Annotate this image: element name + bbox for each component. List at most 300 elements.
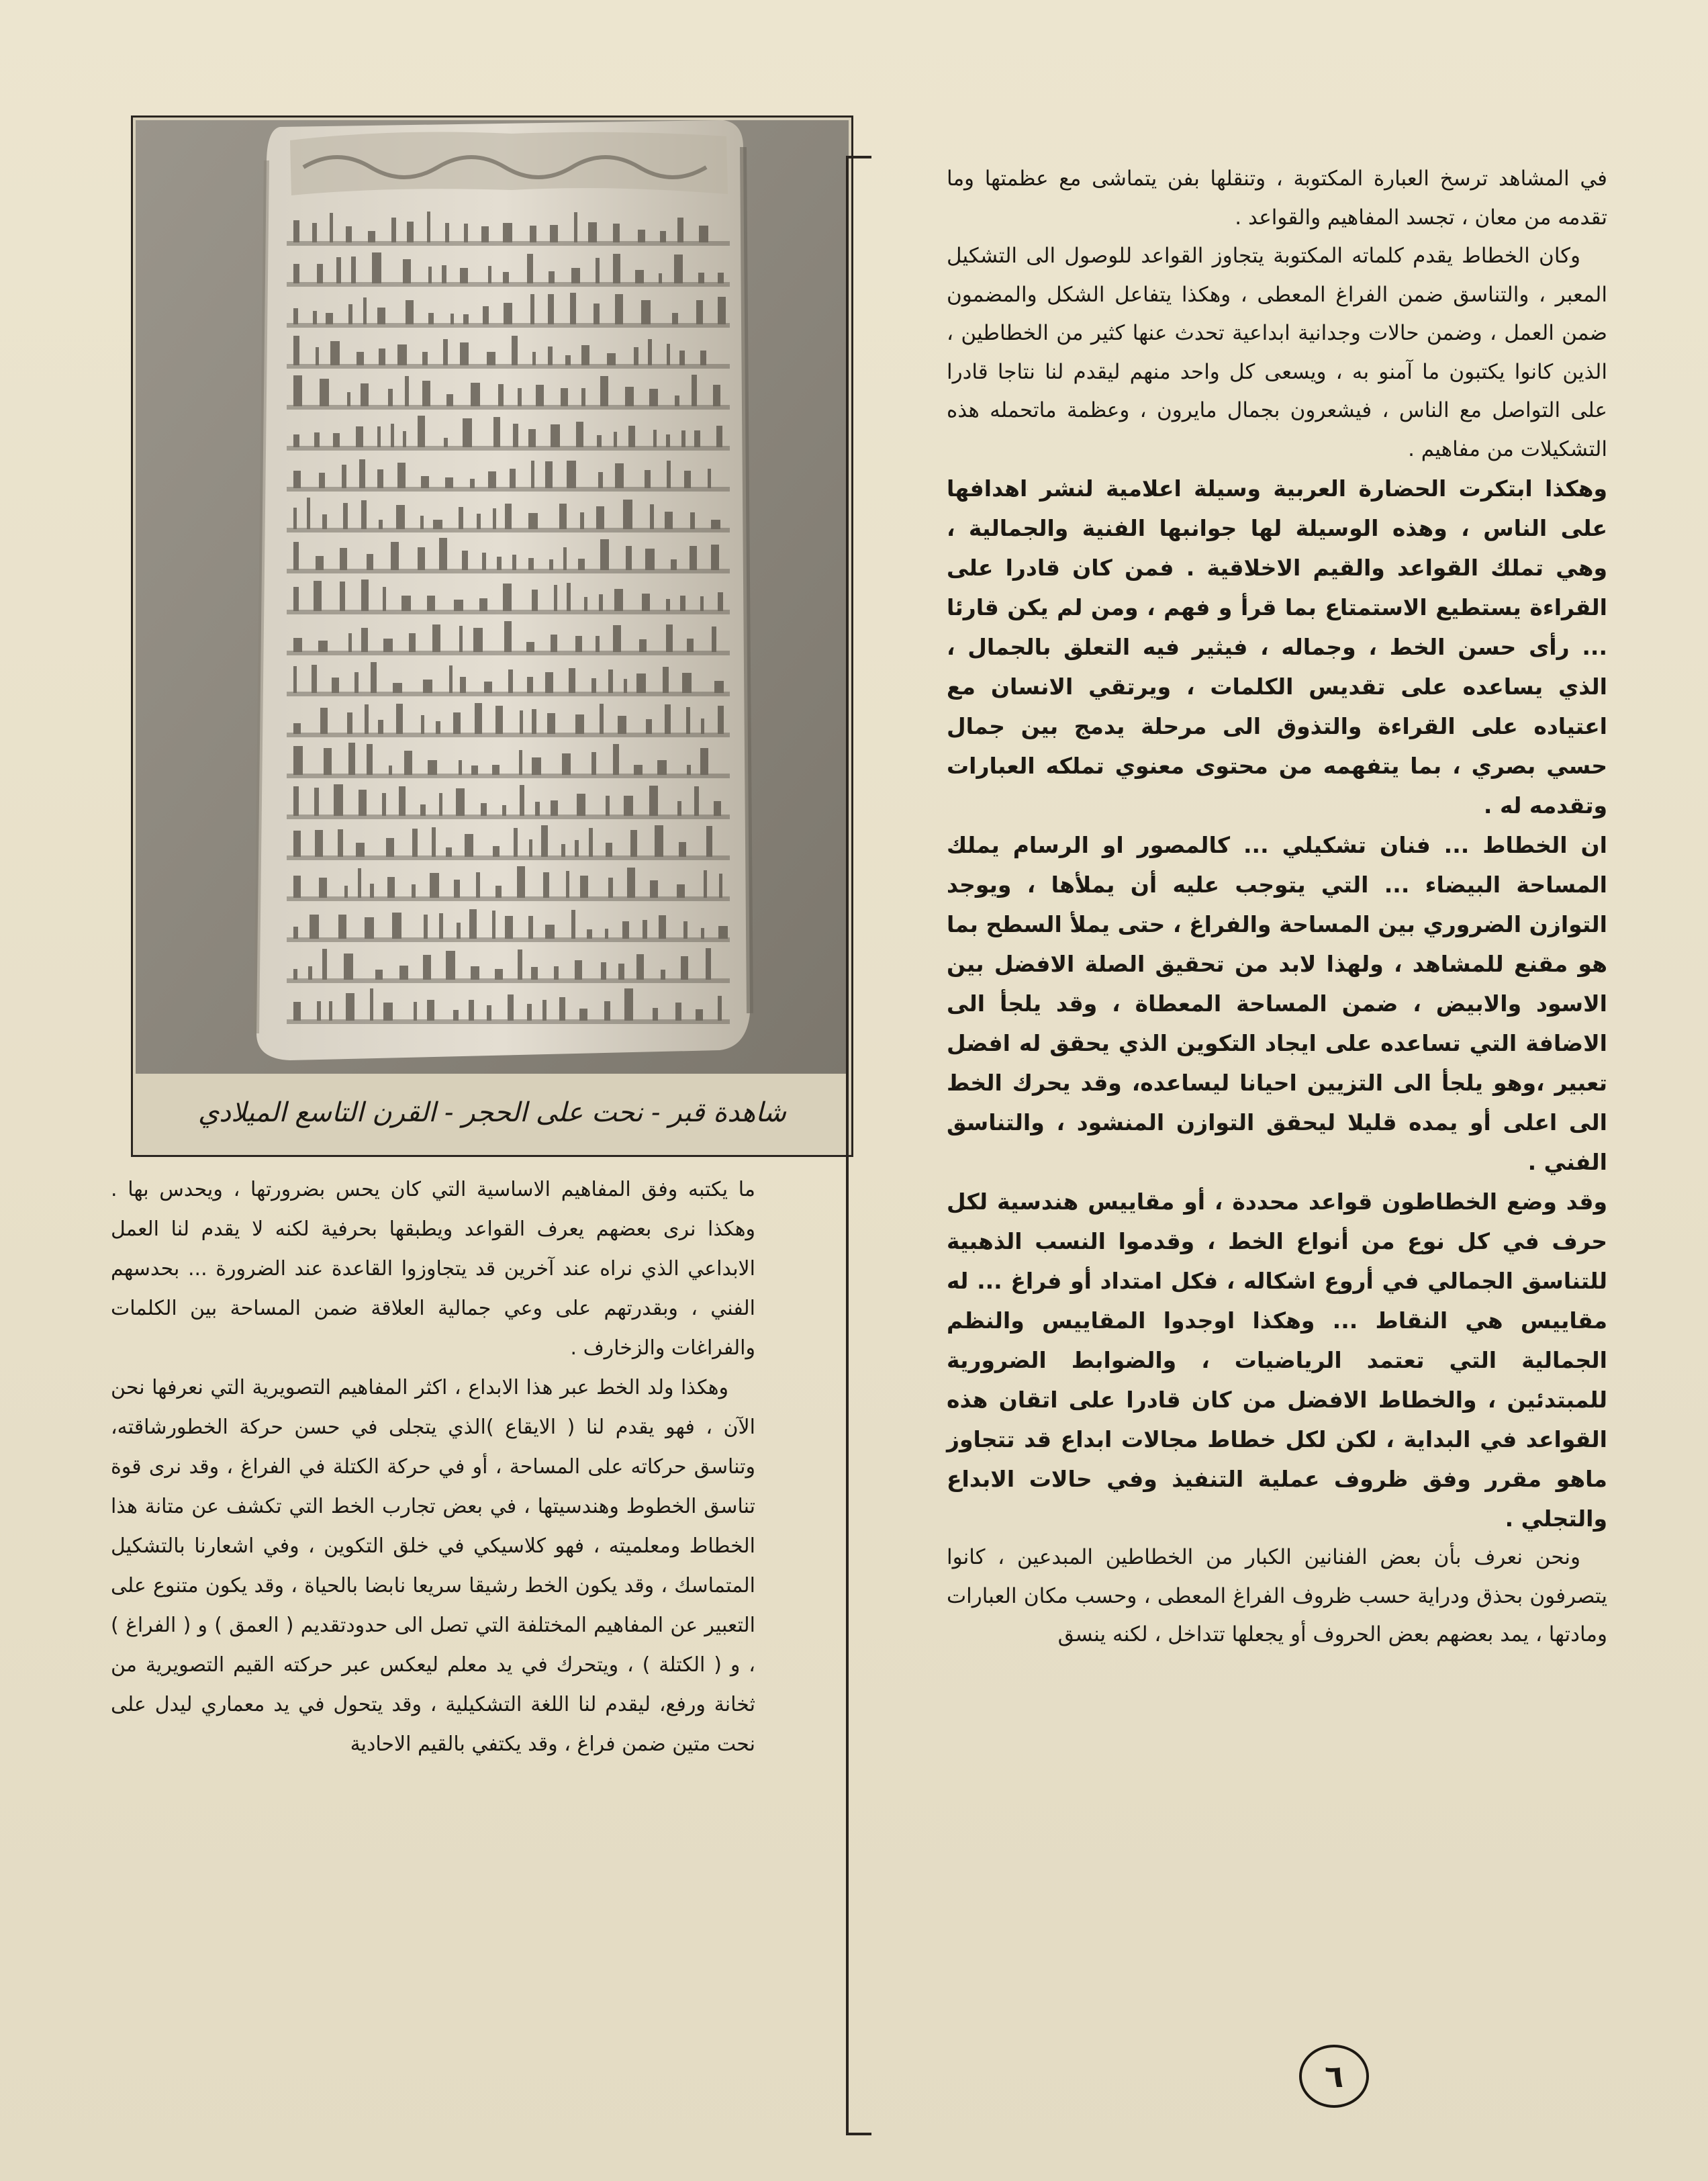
inscription-stroke — [578, 559, 585, 570]
inscription-stroke — [665, 704, 671, 734]
inscription-stroke — [659, 915, 666, 939]
inscription-stroke — [563, 547, 567, 570]
inscription-stroke — [475, 703, 482, 734]
inscription-stroke — [378, 720, 383, 734]
inscription-stroke — [382, 793, 386, 816]
inscription-stroke — [293, 471, 301, 488]
inscription-stroke — [562, 753, 571, 775]
inscription-stroke — [692, 375, 697, 406]
inscription-stroke — [604, 1001, 610, 1021]
inscription-stroke — [704, 870, 707, 898]
inscription-stroke — [667, 344, 670, 365]
inscription-stroke — [554, 966, 559, 980]
inscription-stroke — [488, 471, 496, 488]
inscription-stroke — [504, 621, 512, 652]
inscription-stroke — [383, 1003, 393, 1021]
paragraph: ونحن نعرف بأن بعض الفنانين الكبار من الخطاطين المبدعين ، كانوا يتصرفون بحذق ودراية حسب ظروف الفراغ المعطى ، وحسب مكان العبارات ومادتها ، يمد بعضهم بعض الحروف أو يجعلها تتداخل ، لكنه ينسق — [947, 1545, 1607, 1646]
inscription-stroke — [566, 871, 569, 898]
inscription-stroke — [666, 599, 670, 611]
inscription-stroke — [671, 559, 677, 570]
inscription-stroke — [406, 300, 414, 324]
inscription-stroke — [526, 642, 534, 652]
inscription-stroke — [356, 426, 363, 447]
inscription-stroke — [314, 432, 320, 447]
inscription-stroke — [686, 707, 690, 734]
inscription-stroke — [463, 314, 469, 324]
inscription-stroke — [532, 590, 538, 611]
inscription-stroke — [687, 765, 691, 775]
inscription-stroke — [596, 258, 600, 283]
inscription-stroke — [370, 988, 373, 1021]
inscription-stroke — [359, 790, 367, 816]
inscription-stroke — [682, 673, 692, 693]
inscription-stroke — [642, 594, 650, 611]
inscription-stroke — [293, 264, 299, 283]
inscription-stroke — [520, 710, 523, 734]
inscription-stroke — [615, 463, 624, 488]
inscription-stroke — [718, 297, 726, 324]
inscription-stroke — [550, 225, 558, 242]
inscription-stroke — [317, 1001, 321, 1021]
inscription-stroke — [531, 967, 538, 980]
inscription-stroke — [371, 662, 377, 693]
inscription-stroke — [457, 923, 461, 939]
inscription-stroke — [614, 432, 617, 447]
inscription-stroke — [659, 273, 662, 283]
inscription-stroke — [357, 352, 364, 365]
inscription-stroke — [570, 293, 576, 324]
inscription-stroke — [436, 721, 440, 734]
inscription-stroke — [518, 949, 522, 980]
inscription-stroke — [626, 546, 632, 570]
inscription-baseline — [287, 896, 730, 901]
inscription-stroke — [293, 434, 299, 447]
inscription-stroke — [596, 506, 604, 529]
inscription-stroke — [527, 254, 533, 283]
inscription-stroke — [319, 473, 325, 488]
inscription-stroke — [442, 265, 446, 283]
inscription-stroke — [422, 381, 430, 406]
inscription-stroke — [428, 267, 432, 283]
inscription-stroke — [665, 512, 673, 529]
inscription-stroke — [700, 351, 706, 365]
inscription-stroke — [445, 477, 453, 488]
inscription-stroke — [344, 954, 353, 980]
inscription-stroke — [359, 459, 365, 488]
inscription-stroke — [606, 843, 612, 857]
inscription-stroke — [512, 336, 518, 365]
inscription-stroke — [681, 956, 688, 980]
inscription-stroke — [575, 636, 582, 652]
inscription-stroke — [591, 678, 596, 693]
inscription-stroke — [714, 801, 721, 816]
inscription-stroke — [712, 627, 716, 652]
inscription-stroke — [636, 954, 644, 980]
inscription-stroke — [293, 508, 297, 529]
inscription-stroke — [433, 520, 442, 529]
inscription-stroke — [422, 352, 428, 365]
inscription-stroke — [548, 346, 553, 365]
inscription-stroke — [569, 668, 575, 693]
inscription-stroke — [471, 966, 479, 980]
inscription-stroke — [571, 910, 575, 939]
inscription-stroke — [488, 266, 491, 283]
inscription-stroke — [459, 760, 462, 775]
inscription-stroke — [635, 270, 644, 283]
inscription-stroke — [687, 639, 694, 652]
inscription-stroke — [700, 596, 704, 611]
inscription-stroke — [696, 1009, 703, 1021]
inscription-stroke — [317, 264, 323, 283]
inscription-stroke — [293, 308, 298, 324]
inscription-stroke — [347, 712, 352, 734]
inscription-stroke — [397, 463, 406, 488]
inscription-stroke — [396, 704, 403, 734]
inscription-stroke — [370, 884, 374, 898]
inscription-stroke — [481, 226, 489, 242]
inscription-stroke — [399, 786, 406, 816]
inscription-stroke — [503, 584, 512, 611]
inscription-stroke — [318, 641, 328, 652]
inscription-stroke — [418, 416, 425, 447]
inscription-stroke — [420, 804, 426, 816]
paragraph: وكان الخطاط يقدم كلماته المكتوبة يتجاوز القواعد للوصول الى التشكيل المعبر ، والتناسق ضمن الفراغ المعطى ، وهكذا يتفاعل الشكل والمضمون ضمن العمل ، وضمن حالات وجدانية ابداعية تحدث عنها كثير من الخطاطين ، الذين كانوا يكتبون ما آمنو به ، ويسعى كل واحد منهم ليقدم لنا نتاجا قادرا على التواصل مع الناس ، فيشعرون بجمال مايرون ، وعظمة ماتحمله هذه التشكيلات من مفاهيم . — [947, 244, 1607, 461]
inscription-stroke — [460, 342, 469, 365]
inscription-stroke — [379, 520, 383, 529]
inscription-stroke — [581, 388, 585, 406]
inscription-stroke — [513, 424, 518, 447]
inscription-stroke — [600, 376, 608, 406]
inscription-stroke — [498, 384, 504, 406]
inscription-stroke — [330, 341, 340, 365]
inscription-stroke — [532, 757, 541, 775]
inscription-stroke — [471, 765, 478, 775]
inscription-stroke — [576, 422, 583, 447]
inscription-stroke — [312, 223, 317, 242]
inscription-stroke — [529, 839, 532, 857]
inscription-stroke — [454, 880, 460, 898]
inscription-stroke — [405, 376, 409, 406]
paragraph: وهكذا ابتكرت الحضارة العربية وسيلة اعلامية لنشر اهدافها على الناس ، وهذه الوسيلة لها جوانبها الفنية والجمالية ، وهي تملك القواعد والقيم الاخلاقية . فمن كان قادرا على القراءة يستطيع الاستمتاع بما قرأ و فهم ، ومن لم يكن قارئا ... رأى حسن الخط ، وجماله ، فيثير فيه التعلق بالجمال ، الذي يساعده على تقديس الكلمات ، ويرتقي الانسان مع اعتياده على القراءة والتذوق الى مرحلة يدمج بين جمال حسي بصري ، بما يتفهمه من محتوى معنوي تملكه العبارات وتقدمه له . — [947, 475, 1607, 819]
inscription-stroke — [641, 300, 651, 324]
inscription-stroke — [543, 872, 549, 898]
inscription-stroke — [719, 874, 722, 898]
inscription-stroke — [310, 915, 319, 939]
inscription-stroke — [713, 385, 720, 406]
inscription-stroke — [575, 714, 584, 734]
inscription-stroke — [313, 311, 317, 324]
inscription-stroke — [463, 418, 472, 447]
inscription-stroke — [567, 461, 576, 488]
inscription-stroke — [505, 504, 512, 529]
inscription-stroke — [675, 1003, 681, 1021]
inscription-stroke — [502, 805, 506, 816]
inscription-stroke — [706, 948, 711, 980]
inscription-stroke — [423, 680, 432, 693]
inscription-stroke — [690, 546, 697, 570]
inscription-stroke — [356, 843, 365, 857]
inscription-stroke — [314, 788, 319, 816]
inscription-stroke — [718, 273, 724, 283]
inscription-stroke — [432, 827, 436, 857]
inscription-stroke — [653, 430, 657, 447]
inscription-stroke — [708, 469, 711, 488]
inscription-stroke — [545, 672, 553, 693]
inscription-stroke — [649, 786, 658, 816]
inscription-stroke — [613, 254, 620, 283]
inscription-stroke — [492, 765, 500, 775]
inscription-stroke — [657, 760, 667, 775]
inscription-stroke — [655, 825, 663, 857]
inscription-stroke — [343, 503, 348, 529]
photo-frame — [131, 115, 853, 1157]
inscription-stroke — [476, 872, 480, 898]
inscription-stroke — [645, 549, 655, 570]
inscription-stroke — [701, 718, 704, 734]
inscription-stroke — [428, 313, 434, 324]
inscription-stroke — [293, 587, 299, 611]
inscription-stroke — [530, 294, 534, 324]
inscription-stroke — [630, 830, 637, 857]
inscription-stroke — [681, 430, 685, 447]
inscription-stroke — [418, 547, 425, 570]
inscription-stroke — [532, 352, 536, 365]
inscription-stroke — [456, 788, 465, 816]
inscription-stroke — [432, 624, 440, 652]
inscription-stroke — [638, 230, 645, 242]
inscription-stroke — [518, 388, 522, 406]
inscription-stroke — [577, 794, 585, 816]
inscription-stroke — [551, 424, 560, 447]
inscription-stroke — [622, 921, 629, 939]
inscription-stroke — [520, 785, 524, 816]
inscription-stroke — [293, 638, 302, 652]
inscription-stroke — [551, 800, 558, 816]
inscription-stroke — [606, 796, 610, 816]
inscription-stroke — [554, 585, 557, 611]
inscription-stroke — [618, 964, 624, 980]
paragraph: ان الخطاط ... فنان تشكيلي ... كالمصور او الرسام يملك المساحة البيضاء ... التي يتوجب عليه أن يملأها ، ويوجد التوازن الضروري بين المساحة والفراغ ، حتى يملأ السطح بما هو مقنع للمشاهد ، ولهذا لابد من تحقيق الصلة الافضل بين الاسود والابيض ، ضمن المساحة المعطاة ، وقد يلجأ الى الاضافة التي تساعده على ايجاد التكوين الذي يحقق له افضل تعبير ،وهو يلجأ الى التزيين احيانا ليساعده، وقد يحرك الخط الى اعلى أو يمده قليلا ليحقق التوازن المنشود ، والتناسق الفني . — [947, 832, 1607, 1175]
inscription-stroke — [574, 212, 577, 242]
inscription-stroke — [648, 339, 652, 365]
inscription-stroke — [677, 218, 683, 242]
inscription-stroke — [391, 542, 399, 570]
inscription-stroke — [580, 512, 584, 529]
inscription-stroke — [575, 840, 579, 857]
inscription-stroke — [579, 1009, 587, 1021]
inscription-stroke — [679, 351, 685, 365]
inscription-stroke — [634, 347, 638, 365]
inscription-stroke — [464, 224, 468, 242]
inscription-stroke — [653, 1008, 658, 1021]
inscription-stroke — [482, 553, 486, 570]
inscription-stroke — [469, 1000, 474, 1021]
inscription-stroke — [508, 994, 514, 1021]
inscription-stroke — [307, 498, 310, 529]
inscription-stroke — [320, 379, 329, 406]
inscription-baseline — [287, 446, 730, 451]
inscription-stroke — [718, 996, 722, 1021]
inscription-stroke — [428, 760, 437, 775]
inscription-stroke — [706, 826, 712, 857]
inscription-stroke — [535, 802, 540, 816]
photo-caption: شاهدة قبر - نحت على الحجر - القرن التاسع الميلادي — [198, 1097, 786, 1128]
inscription-stroke — [613, 224, 620, 242]
inscription-stroke — [624, 796, 633, 816]
inscription-stroke — [293, 666, 297, 693]
inscription-stroke — [545, 461, 553, 488]
inscription-stroke — [615, 294, 623, 324]
inscription-stroke — [646, 719, 652, 734]
inscription-stroke — [483, 306, 489, 324]
inscription-stroke — [439, 913, 443, 939]
left-text-column — [111, 1170, 755, 1764]
inscription-stroke — [449, 665, 453, 693]
inscription-stroke — [660, 231, 666, 242]
inscription-stroke — [439, 793, 442, 816]
inscription-stroke — [694, 430, 700, 447]
inscription-stroke — [351, 257, 356, 283]
inscription-stroke — [342, 465, 346, 488]
inscription-stroke — [403, 431, 406, 447]
inscription-stroke — [677, 801, 681, 816]
inscription-stroke — [368, 231, 375, 242]
inscription-stroke — [388, 389, 393, 406]
inscription-stroke — [340, 548, 347, 570]
inscription-stroke — [716, 426, 722, 447]
inscription-stroke — [383, 639, 393, 652]
inscription-stroke — [588, 222, 597, 242]
inscription-stroke — [601, 962, 606, 980]
inscription-stroke — [527, 1004, 532, 1021]
inscription-stroke — [377, 308, 385, 324]
inscription-stroke — [293, 746, 303, 775]
inscription-stroke — [677, 884, 685, 898]
inscription-stroke — [589, 828, 593, 857]
inscription-stroke — [336, 257, 341, 283]
inscription-stroke — [334, 784, 343, 816]
inscription-stroke — [322, 949, 327, 980]
inscription-stroke — [387, 877, 395, 898]
inscription-stroke — [386, 838, 394, 857]
inscription-stroke — [453, 1010, 459, 1021]
inscription-baseline — [287, 733, 730, 737]
inscription-stroke — [421, 715, 424, 734]
inscription-stroke — [528, 916, 533, 939]
inscription-stroke — [608, 669, 613, 693]
inscription-stroke — [694, 786, 699, 816]
inscription-stroke — [363, 297, 367, 324]
inscription-stroke — [497, 557, 502, 570]
inscription-stroke — [684, 471, 691, 488]
inscription-stroke — [547, 713, 555, 734]
inscription-stroke — [680, 596, 685, 611]
inscription-stroke — [599, 594, 603, 611]
inscription-stroke — [567, 583, 571, 611]
inscription-stroke — [580, 876, 588, 898]
inscription-stroke — [473, 628, 483, 652]
inscription-stroke — [663, 667, 669, 693]
inscription-stroke — [347, 392, 350, 406]
inscription-stroke — [375, 970, 383, 980]
inscription-stroke — [344, 886, 348, 898]
inscription-stroke — [330, 213, 333, 242]
inscription-stroke — [460, 268, 468, 283]
inscription-stroke — [667, 461, 671, 488]
inscription-stroke — [600, 704, 604, 734]
inscription-stroke — [393, 683, 402, 693]
inscription-stroke — [348, 304, 352, 324]
inscription-stroke — [718, 926, 728, 939]
inscription-stroke — [450, 314, 454, 324]
inscription-stroke — [481, 803, 487, 816]
inscription-stroke — [571, 268, 580, 283]
inscription-stroke — [613, 625, 621, 652]
inscription-stroke — [505, 916, 513, 939]
inscription-stroke — [643, 920, 647, 939]
inscription-stroke — [372, 252, 381, 283]
inscription-stroke — [361, 500, 367, 529]
inscription-stroke — [548, 294, 554, 324]
inscription-stroke — [551, 635, 557, 652]
inscription-stroke — [618, 716, 626, 734]
inscription-stroke — [528, 429, 536, 447]
inscription-stroke — [545, 925, 555, 939]
inscription-stroke — [559, 997, 565, 1021]
inscription-stroke — [293, 786, 299, 816]
inscription-stroke — [493, 508, 496, 529]
inscription-stroke — [591, 752, 596, 775]
inscription-stroke — [454, 600, 463, 611]
inscription-stroke — [383, 587, 386, 611]
inscription-stroke — [528, 558, 534, 570]
inscription-stroke — [430, 873, 439, 898]
inscription-stroke — [453, 712, 461, 734]
inscription-stroke — [627, 868, 635, 898]
inscription-stroke — [600, 539, 609, 570]
inscription-stroke — [674, 254, 683, 283]
inscription-stroke — [565, 355, 571, 365]
inscription-stroke — [404, 751, 412, 775]
inscription-stroke — [484, 682, 492, 693]
inscription-stroke — [530, 226, 536, 242]
inscription-stroke — [598, 472, 603, 488]
inscription-stroke — [465, 834, 473, 857]
inscription-stroke — [495, 706, 503, 734]
inscription-stroke — [293, 542, 299, 570]
inscription-stroke — [427, 1000, 434, 1021]
column-bracket — [846, 156, 871, 2135]
inscription-stroke — [528, 513, 538, 529]
page-number: ٦ — [1299, 2045, 1369, 2108]
gravestone-image — [136, 120, 849, 1074]
inscription-stroke — [628, 426, 635, 447]
inscription-stroke — [700, 748, 708, 775]
inscription-stroke — [354, 672, 359, 693]
inscription-stroke — [319, 878, 327, 898]
inscription-stroke — [477, 514, 481, 529]
inscription-stroke — [634, 765, 643, 775]
inscription-stroke — [358, 868, 361, 898]
inscription-stroke — [549, 271, 555, 283]
inscription-stroke — [519, 750, 522, 775]
inscription-stroke — [581, 345, 589, 365]
inscription-stroke — [624, 988, 633, 1021]
inscription-stroke — [412, 884, 416, 898]
inscription-stroke — [605, 929, 608, 939]
inscription-stroke — [293, 831, 301, 857]
inscription-stroke — [487, 352, 495, 365]
